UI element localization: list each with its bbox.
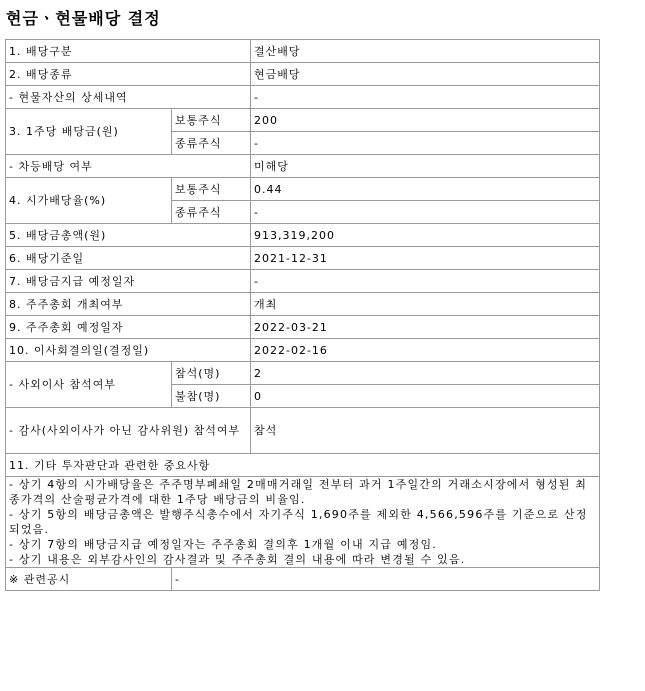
- table-row: [6, 568, 600, 591]
- row-label: 9. 주주총회 예정일자: [6, 316, 251, 339]
- row-value: 2022-02-16: [251, 339, 600, 362]
- table-row: [6, 362, 600, 385]
- page-title: 현금ㆍ현물배당 결정: [6, 9, 161, 28]
- row-value: 미해당: [251, 155, 600, 178]
- sub-label: 참석(명): [172, 362, 251, 385]
- row-label: 2. 배당종류: [6, 63, 251, 86]
- row-label: - 감사(사외이사가 아닌 감사위원) 참석여부: [6, 408, 251, 454]
- table-row: [6, 293, 600, 316]
- row-label: 6. 배당기준일: [6, 247, 251, 270]
- row-value: 현금배당: [251, 63, 600, 86]
- table-row: [6, 316, 600, 339]
- row-label: 5. 배당금총액(원): [6, 224, 251, 247]
- sub-label: 보통주식: [172, 178, 251, 201]
- note-text: - 상기 7항의 배당금지급 예정일자는 주주총회 결의후 1개월 이내 지급 예정임.: [9, 538, 438, 551]
- table-row: [6, 408, 600, 454]
- row-label: 1. 배당구분: [6, 40, 251, 63]
- row-label: 8. 주주총회 개최여부: [6, 293, 251, 316]
- row-label: 3. 1주당 배당금(원): [6, 109, 172, 155]
- sub-label: 불참(명): [172, 385, 251, 408]
- row-label: 10. 이사회결의일(결정일): [6, 339, 251, 362]
- dividend-disclosure-table: [5, 39, 600, 591]
- row-label: - 사외이사 참석여부: [6, 362, 172, 408]
- sub-label: 보통주식: [172, 109, 251, 132]
- row-label: 7. 배당금지급 예정일자: [6, 270, 251, 293]
- sub-label: 종류주식: [172, 201, 251, 224]
- row-value: -: [251, 270, 600, 293]
- note-text: - 상기 4항의 시가배당율은 주주명부폐쇄일 2매매거래일 전부터 과거 1주일간의 거래소시장에서 형성된 최종가격의 산술평균가격에 대한 1주당 배당금의 비율임.: [9, 478, 588, 506]
- row-value: 0.44: [251, 178, 600, 201]
- row-value: -: [251, 201, 600, 224]
- table-row: [6, 86, 600, 109]
- row-value: 2: [251, 362, 600, 385]
- table-row: [6, 63, 600, 86]
- row-value: 참석: [251, 408, 600, 454]
- table-row: [6, 178, 600, 201]
- row-value: 개최: [251, 293, 600, 316]
- table-row: [6, 270, 600, 293]
- table-row: [6, 247, 600, 270]
- row-value: 913,319,200: [251, 224, 600, 247]
- table-row: [6, 454, 600, 477]
- note-text: - 상기 5항의 배당금총액은 발행주식총수에서 자기주식 1,690주를 제외한 4,566,596주를 기준으로 산정되었음.: [9, 508, 588, 536]
- row-label: 4. 시가배당율(%): [6, 178, 172, 224]
- row-value: 2021-12-31: [251, 247, 600, 270]
- notes-cell: [6, 477, 600, 568]
- row-value: 0: [251, 385, 600, 408]
- table-row: [6, 109, 600, 132]
- row-label: 11. 기타 투자판단과 관련한 중요사항: [6, 454, 600, 477]
- note-text: - 상기 내용은 외부감사인의 감사결과 및 주주총회 결의 내용에 따라 변경될 수 있음.: [9, 553, 466, 566]
- row-value: 2022-03-21: [251, 316, 600, 339]
- row-label: ※ 관련공시: [6, 568, 172, 591]
- row-value: 200: [251, 109, 600, 132]
- table-row: [6, 40, 600, 63]
- row-value: -: [251, 132, 600, 155]
- sub-label: 종류주식: [172, 132, 251, 155]
- table-row: [6, 155, 600, 178]
- row-value: 결산배당: [251, 40, 600, 63]
- row-label: - 현물자산의 상세내역: [6, 86, 251, 109]
- row-value: -: [251, 86, 600, 109]
- row-value: -: [172, 568, 600, 591]
- table-row: [6, 224, 600, 247]
- table-row: [6, 477, 600, 568]
- row-label: - 차등배당 여부: [6, 155, 251, 178]
- table-row: [6, 339, 600, 362]
